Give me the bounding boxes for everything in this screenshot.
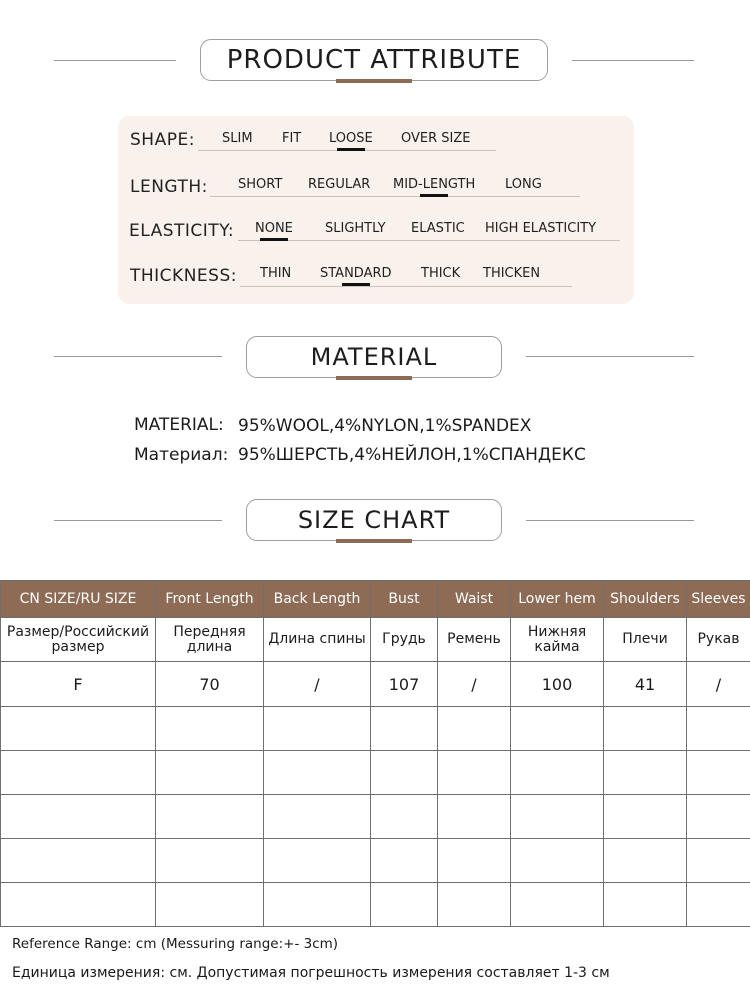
empty-table-row xyxy=(1,707,750,751)
ru-header-waist: Ремень xyxy=(438,618,511,662)
shape-option-fit: FIT xyxy=(282,131,302,146)
attribute-title-accent-bar xyxy=(336,79,412,83)
material-label-ru: Материал: xyxy=(134,445,229,465)
length-option-long: LONG xyxy=(505,177,542,192)
material-value-ru: 95%ШЕРСТЬ,4%НЕЙЛОН,1%СПАНДЕКС xyxy=(238,445,586,465)
table-row xyxy=(1,662,750,707)
length-option-mid-length: MID-LENGTH xyxy=(393,177,476,192)
thickness-option-thick: THICK xyxy=(421,266,461,281)
length-option-short: SHORT xyxy=(238,177,283,192)
material-header-rule-right xyxy=(526,356,694,357)
header-back-length: Back Length xyxy=(264,581,371,618)
ru-header-size: Размер/Российский размер xyxy=(1,618,156,662)
size-section-title-text: SIZE CHART xyxy=(297,506,451,534)
thickness-option-thin: THIN xyxy=(260,266,292,281)
elasticity-option-high-elasticity: HIGH ELASTICITY xyxy=(485,221,597,236)
cell-waist: / xyxy=(438,662,511,707)
cell-size: F xyxy=(1,662,156,707)
ru-header-bust: Грудь xyxy=(371,618,438,662)
ru-header-front-length: Передняя длина xyxy=(156,618,264,662)
thickness-option-standard: STANDARD xyxy=(320,266,392,281)
size-chart-ru-header-row xyxy=(1,618,750,662)
thickness-label: THICKNESS: xyxy=(130,266,237,286)
material-header-rule-left xyxy=(54,356,222,357)
cell-sleeves: / xyxy=(687,662,750,707)
attribute-header-rule-left xyxy=(54,60,176,61)
ru-header-sleeves: Рукав xyxy=(687,618,750,662)
size-section-title xyxy=(246,499,502,541)
shape-option-loose: LOOSE xyxy=(329,131,373,146)
header-sleeves: Sleeves xyxy=(687,581,750,618)
empty-table-row xyxy=(1,839,750,883)
cell-bust: 107 xyxy=(371,662,438,707)
header-lower-hem: Lower hem xyxy=(511,581,604,618)
material-section-title xyxy=(246,336,502,378)
ru-header-back-length: Длина спины xyxy=(264,618,371,662)
header-front-length: Front Length xyxy=(156,581,264,618)
elasticity-label: ELASTICITY: xyxy=(129,221,235,241)
size-chart-table xyxy=(0,580,750,927)
reference-range-note-ru: Единица измерения: см. Допустимая погрешность измерения составляет 1-3 см xyxy=(12,965,610,981)
elasticity-line xyxy=(238,240,620,241)
elasticity-option-elastic: ELASTIC xyxy=(411,221,465,236)
cell-back-length: / xyxy=(264,662,371,707)
empty-table-row xyxy=(1,751,750,795)
attribute-panel xyxy=(118,116,634,304)
material-section-title-text: MATERIAL xyxy=(310,343,438,371)
ru-header-shoulders: Плечи xyxy=(604,618,687,662)
material-value-en: 95%WOOL,4%NYLON,1%SPANDEX xyxy=(238,416,532,436)
shape-option-oversize: OVER SIZE xyxy=(401,131,471,146)
thickness-line xyxy=(240,286,572,287)
ru-header-lower-hem: Нижняя кайма xyxy=(511,618,604,662)
elasticity-option-none: NONE xyxy=(255,221,293,236)
header-shoulders: Shoulders xyxy=(604,581,687,618)
shape-label: SHAPE: xyxy=(130,130,195,150)
cell-lower-hem: 100 xyxy=(511,662,604,707)
attribute-header-rule-right xyxy=(572,60,694,61)
material-label-en: MATERIAL: xyxy=(134,415,224,435)
attribute-section-title xyxy=(200,39,548,81)
empty-table-row xyxy=(1,883,750,927)
size-chart-header-row xyxy=(1,581,750,618)
length-line xyxy=(210,196,580,197)
length-label: LENGTH: xyxy=(130,177,208,197)
cell-front-length: 70 xyxy=(156,662,264,707)
size-header-rule-right xyxy=(526,520,694,521)
elasticity-option-slightly: SLIGHTLY xyxy=(325,221,386,236)
cell-shoulders: 41 xyxy=(604,662,687,707)
shape-option-slim: SLIM xyxy=(222,131,253,146)
size-title-accent-bar xyxy=(336,539,412,543)
length-option-regular: REGULAR xyxy=(308,177,371,192)
header-bust: Bust xyxy=(371,581,438,618)
header-waist: Waist xyxy=(438,581,511,618)
material-title-accent-bar xyxy=(336,376,412,380)
size-header-rule-left xyxy=(54,520,222,521)
thickness-option-thicken: THICKEN xyxy=(483,266,541,281)
reference-range-note: Reference Range: cm (Messuring range:+- 3cm) xyxy=(12,936,339,952)
header-cn-ru-size: CN SIZE/RU SIZE xyxy=(1,581,156,618)
empty-table-row xyxy=(1,795,750,839)
attribute-section-title-text: PRODUCT ATTRIBUTE xyxy=(226,45,522,75)
